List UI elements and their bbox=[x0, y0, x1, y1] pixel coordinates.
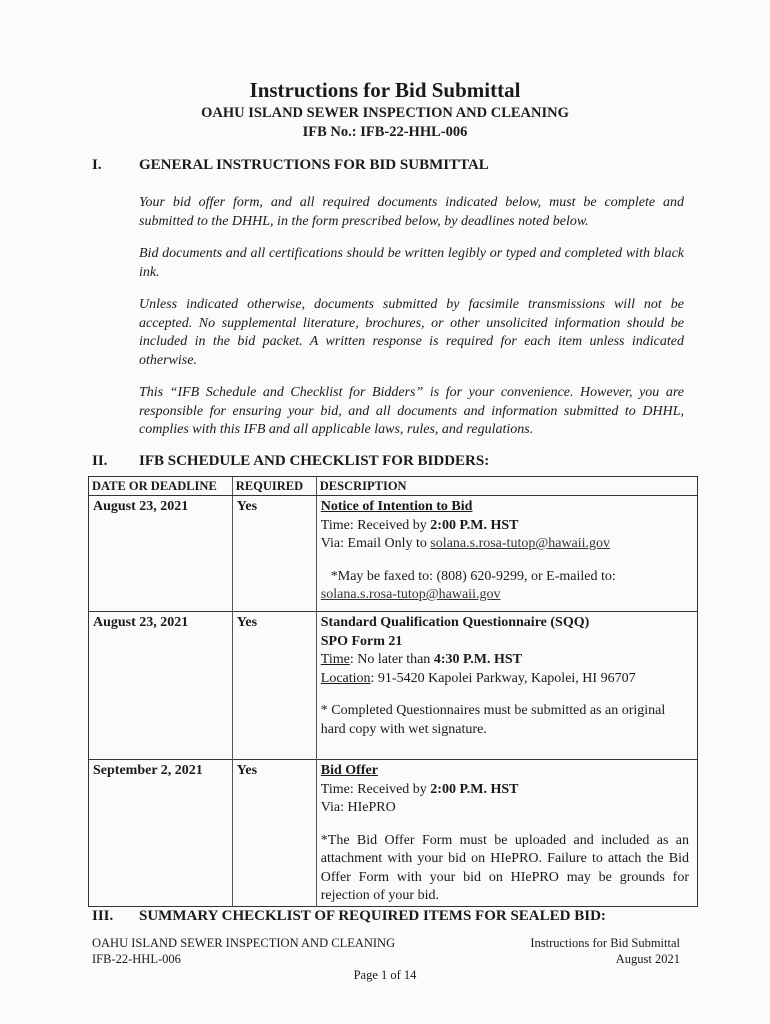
footer-left bbox=[92, 935, 395, 967]
row-title: Standard Qualification Questionnaire (SQQ) bbox=[320, 615, 590, 630]
footer-project-name: OAHU ISLAND SEWER INSPECTION AND CLEANING bbox=[92, 936, 396, 950]
row-title: Notice of Intention to Bid bbox=[320, 499, 473, 514]
section-1-heading: GENERAL INSTRUCTIONS FOR BID SUBMITTAL bbox=[139, 157, 489, 173]
table-row bbox=[89, 496, 698, 612]
row-date: August 23, 2021 bbox=[89, 496, 233, 612]
document-title: Instructions for Bid Submittal bbox=[249, 78, 521, 102]
column-header-date: DATE OR DEADLINE bbox=[89, 477, 233, 496]
row-date: September 2, 2021 bbox=[89, 760, 233, 907]
column-header-description: DESCRIPTION bbox=[316, 477, 697, 496]
section-1-paragraph-2: Bid documents and all certifications should be written legibly or typed and completed with black ink. bbox=[139, 246, 684, 280]
row-note: *May be faxed to: (808) 620-9299, or E-mailed to: bbox=[330, 568, 616, 584]
project-name: OAHU ISLAND SEWER INSPECTION AND CLEANING bbox=[201, 105, 569, 121]
email-link[interactable]: solana.s.rosa-tutop@hawaii.gov bbox=[320, 587, 501, 602]
row-time: Time: No later than 4:30 P.M. HST bbox=[320, 652, 522, 667]
row-form-number: SPO Form 21 bbox=[320, 633, 403, 649]
section-2-number: II. bbox=[92, 453, 108, 469]
table-row bbox=[89, 760, 698, 907]
row-date: August 23, 2021 bbox=[89, 612, 233, 760]
row-via: Via: HIePRO bbox=[320, 800, 396, 815]
row-time: Time: Received by 2:00 P.M. HST bbox=[320, 517, 519, 533]
footer-date: August 2021 bbox=[615, 952, 680, 966]
row-required: Yes bbox=[232, 496, 316, 612]
row-description bbox=[316, 760, 697, 907]
document-subtitle bbox=[0, 104, 770, 142]
footer-ifb-number: IFB-22-HHL-006 bbox=[92, 952, 181, 966]
footer-right bbox=[530, 935, 680, 967]
row-note: *The Bid Offer Form must be uploaded and included as an attachment with your bid on HIePRO. Failure to attach the Bid Offer Form with your bid on HIePRO may be grounds for rejection of your bid. bbox=[320, 832, 689, 903]
section-1-number: I. bbox=[92, 157, 102, 173]
section-2-heading: IFB SCHEDULE AND CHECKLIST FOR BIDDERS: bbox=[139, 453, 490, 469]
page-number: Page 1 of 14 bbox=[353, 968, 417, 982]
row-via: Via: Email Only to solana.s.rosa-tutop@hawaii.gov bbox=[320, 536, 611, 551]
section-1-paragraph-4: This “IFB Schedule and Checklist for Bidders” is for your convenience. However, you are responsible for ensuring your bid, and all documents and information submitted to DHHL, complies with this IFB and all applicable laws, rules, and regulations. bbox=[139, 385, 684, 437]
email-link[interactable]: solana.s.rosa-tutop@hawaii.gov bbox=[430, 536, 611, 551]
row-required: Yes bbox=[232, 612, 316, 760]
row-description bbox=[316, 496, 697, 612]
row-location: Location: 91-5420 Kapolei Parkway, Kapolei, HI 96707 bbox=[320, 670, 636, 686]
footer-doc-title: Instructions for Bid Submittal bbox=[530, 936, 680, 950]
table-header-row bbox=[89, 477, 698, 496]
row-required: Yes bbox=[232, 760, 316, 907]
column-header-required: REQUIRED bbox=[232, 477, 316, 496]
row-title: Bid Offer bbox=[320, 763, 378, 778]
row-description bbox=[316, 612, 697, 760]
section-3-heading: SUMMARY CHECKLIST OF REQUIRED ITEMS FOR SEALED BID: bbox=[139, 908, 606, 924]
section-3-number: III. bbox=[92, 908, 114, 924]
ifb-number: IFB No.: IFB-22-HHL-006 bbox=[302, 124, 468, 140]
schedule-table bbox=[88, 476, 698, 907]
row-time: Time: Received by 2:00 P.M. HST bbox=[320, 781, 519, 797]
row-note: * Completed Questionnaires must be submitted as an original hard copy with wet signature. bbox=[320, 703, 666, 737]
section-1-paragraph-3: Unless indicated otherwise, documents submitted by facsimile transmissions will not be accepted. No supplemental literature, brochures, or other unsolicited information should be included in the bid packet. A written response is required for each item unless indicated otherwise. bbox=[139, 297, 684, 368]
section-1-paragraph-1: Your bid offer form, and all required documents indicated below, must be complete and submitted to the DHHL, in the form prescribed below, by deadlines noted below. bbox=[139, 195, 684, 229]
table-row bbox=[89, 612, 698, 760]
